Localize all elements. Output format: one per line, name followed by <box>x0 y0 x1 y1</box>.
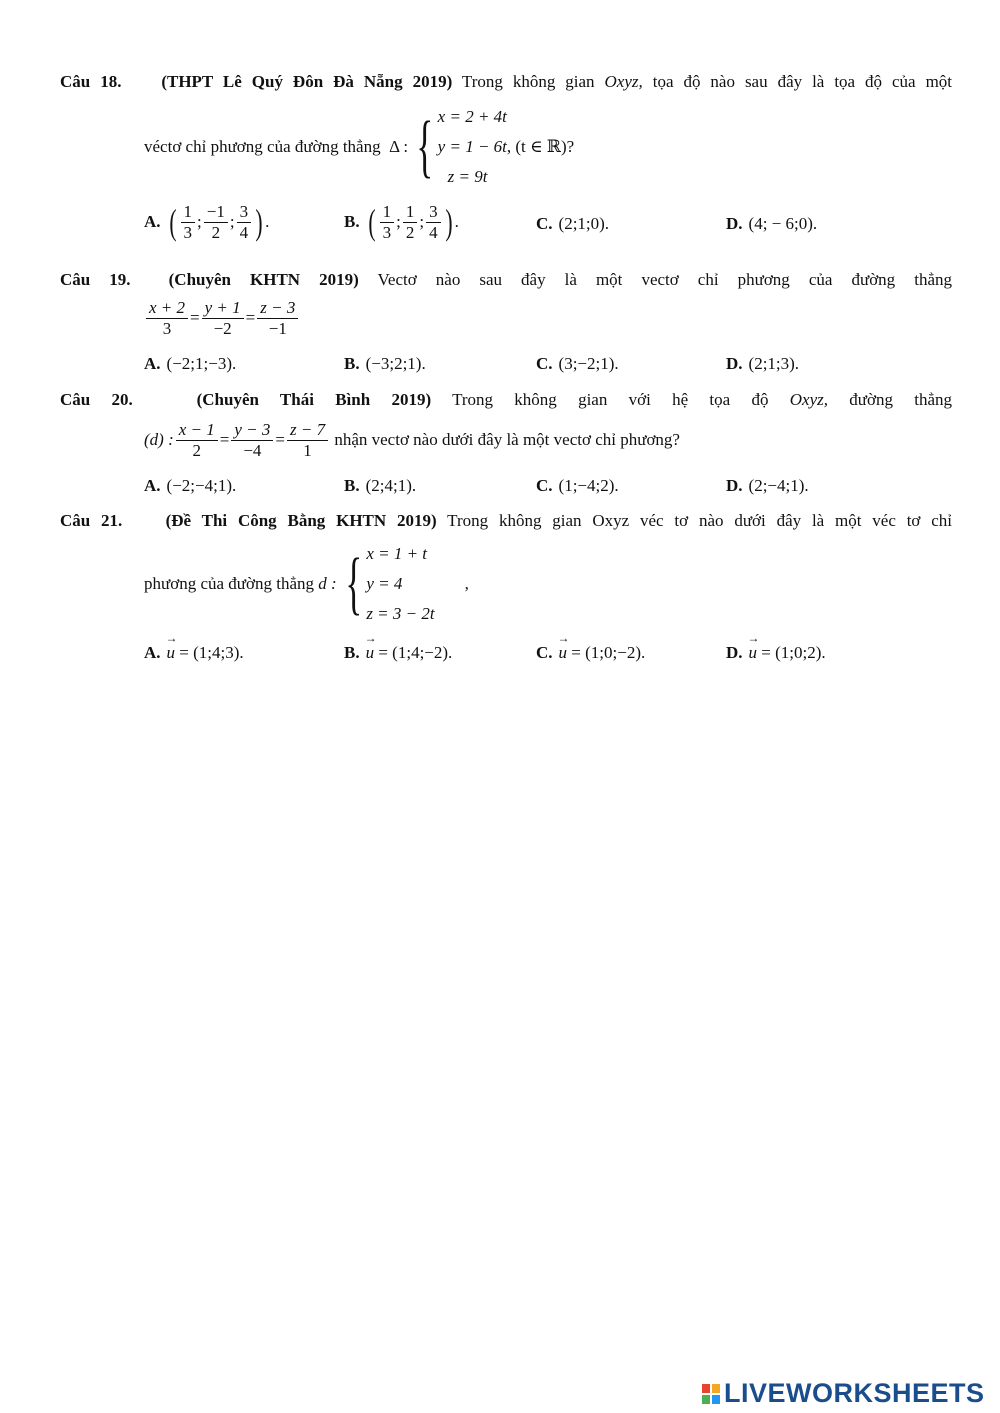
answer-label: D. <box>726 476 743 495</box>
question-text: véc tơ nào dưới đây là một véc tơ chỉ <box>640 511 953 530</box>
logo-square <box>702 1395 710 1404</box>
condition: , (t ∈ ℝ)? <box>506 137 575 156</box>
answer-value: = (1;0;−2). <box>571 643 646 662</box>
answer-label: C. <box>536 476 553 495</box>
question-text: Trong không gian <box>461 72 595 91</box>
answer-value: = (1;4;−2). <box>378 643 453 662</box>
question-number: Câu 21. <box>60 511 123 530</box>
equation-line: y = 1 − 6t <box>437 137 507 156</box>
equation-line: z = 3 − 2t <box>366 604 435 623</box>
answer-value: (−3;2;1). <box>365 354 426 373</box>
equation-system: { x = 1 + t y = 4 z = 3 − 2t <box>337 539 435 629</box>
frac-num: 1 <box>181 202 196 223</box>
answer-label: B. <box>344 354 360 373</box>
answer-label: D. <box>726 214 743 233</box>
frac-den: −1 <box>268 318 287 338</box>
line-name: (d) : <box>144 430 174 450</box>
line-name: Δ : <box>389 137 409 156</box>
answer-b[interactable] <box>344 354 426 374</box>
punct: . <box>265 212 270 232</box>
question-21-line-1 <box>60 511 952 531</box>
question-18-line-1 <box>60 72 952 92</box>
frac-num: −1 <box>204 202 228 223</box>
punct: , <box>464 574 469 593</box>
answer-label: C. <box>536 643 553 662</box>
liveworksheets-logo[interactable] <box>702 1378 985 1409</box>
frac-den: 4 <box>239 222 249 242</box>
coordinate-space: Oxyz, <box>789 390 828 409</box>
frac-den: 2 <box>192 440 201 460</box>
equation-line: x = 1 + t <box>366 544 428 563</box>
question-text: Trong không gian <box>447 511 582 530</box>
question-19-line-1 <box>60 270 952 290</box>
logo-icon <box>702 1384 720 1404</box>
frac-num: 1 <box>380 202 395 223</box>
answer-value: (1;−4;2). <box>558 476 619 495</box>
answer-a[interactable] <box>144 354 236 374</box>
answer-b[interactable]: B. ( $\frac{1}{3}$ ; $\frac{1}{2}$ ; $\frac{3}{4}$ ) . <box>344 202 459 243</box>
coordinate-space: Oxyz, <box>604 72 643 91</box>
answer-c[interactable] <box>536 476 619 496</box>
answer-value: (−2;−4;1). <box>166 476 237 495</box>
vector-u: → u <box>559 643 568 663</box>
equation-line: y = 4 <box>366 574 403 593</box>
equation-line: x = 2 + 4t <box>437 107 507 126</box>
vector-u: → u <box>749 643 758 663</box>
frac-den: 3 <box>162 318 172 338</box>
frac-den: −2 <box>213 318 232 338</box>
answer-c[interactable] <box>536 214 609 234</box>
question-text: véctơ chỉ phương của đường thẳng <box>144 137 381 156</box>
answer-value: = (1;0;2). <box>761 643 826 662</box>
question-text: tọa độ nào sau đây là tọa độ của một <box>652 72 953 91</box>
equation-system: { x = 2 + 4t y = 1 − 6t z = 9t <box>408 102 507 192</box>
answer-label: A. <box>144 212 161 232</box>
answer-d[interactable] <box>726 476 809 496</box>
equation-line: z = 9t <box>447 167 488 186</box>
frac-num: z − 7 <box>287 420 328 441</box>
answer-a[interactable] <box>144 643 244 663</box>
logo-square <box>712 1395 720 1404</box>
answer-value: (−2;1;−3). <box>166 354 237 373</box>
frac-den: 2 <box>405 222 415 242</box>
question-20-line-2: (d) : $\frac{x - 1}{2}$ = $\frac{y - 3}{-4}$ = $\frac{z - 7}{1}$ nhận vectơ nào dưới đây là một vectơ chỉ phương? <box>144 420 680 460</box>
answer-label: B. <box>344 476 360 495</box>
question-source: (Chuyên KHTN 2019) <box>168 270 359 289</box>
answer-label: D. <box>726 354 743 373</box>
frac-den: 2 <box>211 222 221 242</box>
question-text: Trong không gian với hệ tọa độ <box>452 390 769 409</box>
question-text: Vectơ nào sau đây là một vectơ chỉ phương của đường thẳng <box>377 270 952 289</box>
question-source: (THPT Lê Quý Đôn Đà Nẵng 2019) <box>161 72 453 91</box>
question-20-line-1 <box>60 390 952 410</box>
question-number: Câu 18. <box>60 72 122 91</box>
question-number: Câu 19. <box>60 270 131 289</box>
frac-den: 4 <box>429 222 438 242</box>
answer-d[interactable] <box>726 354 799 374</box>
answer-value: (2;−4;1). <box>748 476 809 495</box>
question-18-line-2 <box>144 102 574 192</box>
frac-den: 3 <box>183 222 193 242</box>
answer-a[interactable]: A. ( $\frac{1}{3}$ ; $\frac{-1}{2}$ ; $\frac{3}{4}$ ) . <box>144 202 270 243</box>
answer-label: C. <box>536 214 553 233</box>
answer-d[interactable] <box>726 643 826 663</box>
frac-den: −4 <box>243 440 262 460</box>
logo-square <box>702 1384 710 1393</box>
frac-num: x + 2 <box>146 298 188 319</box>
frac-num: y − 3 <box>231 420 273 441</box>
answer-value: (2;1;3). <box>748 354 800 373</box>
frac-num: 3 <box>426 202 441 223</box>
answer-b[interactable] <box>344 476 416 496</box>
answer-b[interactable] <box>344 643 452 663</box>
frac-num: x − 1 <box>176 420 218 441</box>
question-text: nhận vectơ nào dưới đây là một vectơ chỉ phương? <box>334 430 680 450</box>
answer-label: C. <box>536 354 553 373</box>
question-text: phương của đường thẳng <box>144 574 315 593</box>
question-source: (Đề Thi Công Bằng KHTN 2019) <box>165 511 437 530</box>
answer-value: (2;4;1). <box>365 476 417 495</box>
question-text: đường thẳng <box>849 390 953 409</box>
answer-value: (2;1;0). <box>558 214 610 233</box>
question-21-line-2 <box>144 539 469 629</box>
answer-label: B. <box>344 643 360 662</box>
answer-label: B. <box>344 212 360 232</box>
punct: . <box>454 212 459 232</box>
vector-u: → u <box>167 643 176 663</box>
answer-label: A. <box>144 354 161 373</box>
vector-u: → u <box>366 643 375 663</box>
answer-label: D. <box>726 643 743 662</box>
frac-num: z − 3 <box>257 298 298 319</box>
coordinate-space: Oxyz <box>592 511 630 530</box>
frac-num: 3 <box>237 202 252 223</box>
answer-d[interactable] <box>726 214 817 234</box>
answer-value: (3;−2;1). <box>558 354 619 373</box>
answer-a[interactable] <box>144 476 236 496</box>
logo-text: LIVEWORKSHEETS <box>724 1378 985 1408</box>
frac-den: 3 <box>382 222 392 242</box>
answer-label: A. <box>144 476 161 495</box>
question-19-equation: $\frac{x + 2}{3}$ = $\frac{y + 1}{-2}$ = $\frac{z - 3}{-1}$ <box>144 298 300 338</box>
answer-c[interactable] <box>536 354 619 374</box>
line-name: d : <box>318 574 337 593</box>
answer-c[interactable] <box>536 643 645 663</box>
answer-label: A. <box>144 643 161 662</box>
frac-den: 1 <box>303 440 312 460</box>
answer-value: (4; − 6;0). <box>748 214 818 233</box>
question-source: (Chuyên Thái Bình 2019) <box>196 390 432 409</box>
answer-value: = (1;4;3). <box>179 643 244 662</box>
frac-num: y + 1 <box>202 298 244 319</box>
question-number: Câu 20. <box>60 390 133 409</box>
frac-num: 1 <box>403 202 418 223</box>
logo-square <box>712 1384 720 1393</box>
